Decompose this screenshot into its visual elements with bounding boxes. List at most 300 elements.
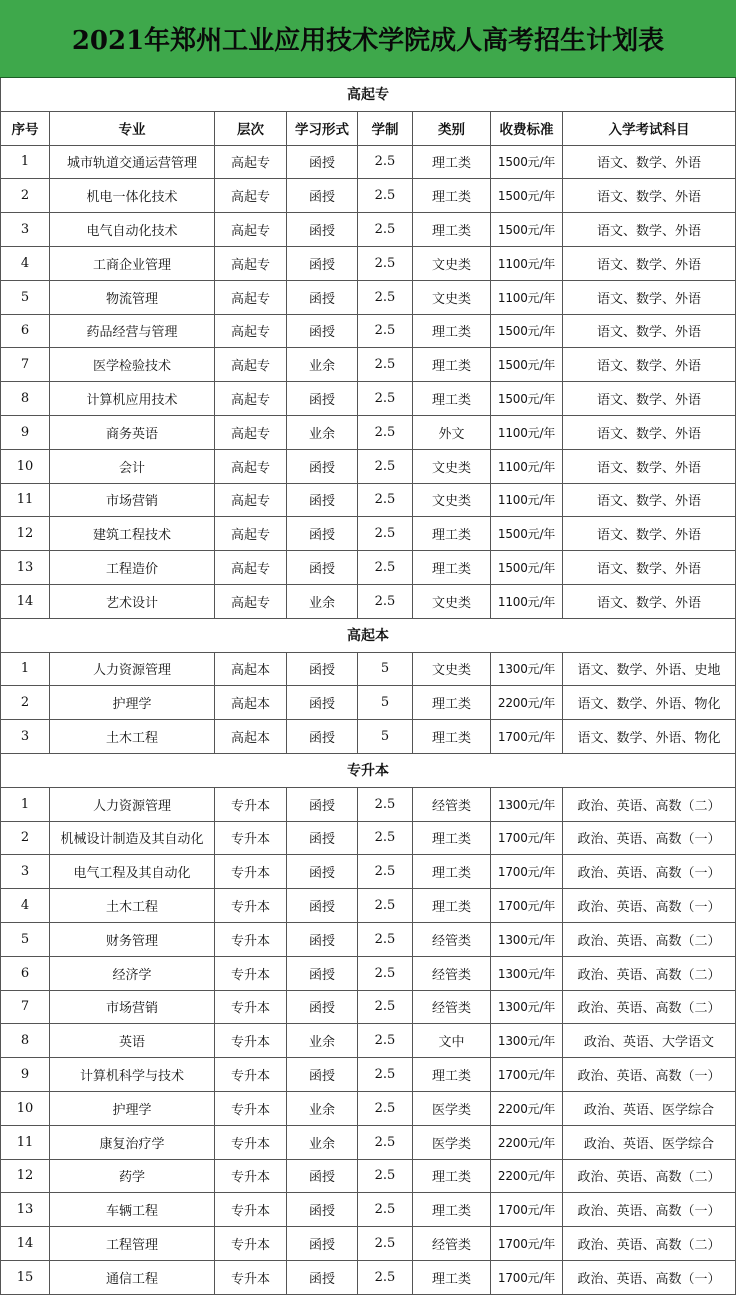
cell-category: 理工类 xyxy=(412,1160,490,1193)
cell-index: 4 xyxy=(0,889,49,922)
cell-exam-subjects: 语文、数学、外语 xyxy=(562,213,736,246)
cell-level: 专升本 xyxy=(214,1261,286,1294)
table-row xyxy=(0,923,736,957)
cell-level: 高起专 xyxy=(214,247,286,280)
cell-study-form: 函授 xyxy=(286,484,357,517)
cell-exam-subjects: 语文、数学、外语 xyxy=(562,179,736,212)
cell-major: 市场营销 xyxy=(49,484,214,517)
cell-index: 10 xyxy=(0,450,49,483)
cell-exam-subjects: 政治、英语、高数（一） xyxy=(562,1261,736,1294)
cell-fee: 1700元/年 xyxy=(490,1261,562,1294)
table-row xyxy=(0,686,736,720)
cell-fee: 1700元/年 xyxy=(490,1227,562,1260)
cell-category: 文史类 xyxy=(412,585,490,618)
cell-level: 高起专 xyxy=(214,146,286,179)
cell-fee: 1700元/年 xyxy=(490,822,562,855)
cell-exam-subjects: 政治、英语、高数（二） xyxy=(562,788,736,821)
section-title: 高起本 xyxy=(0,619,736,652)
section-header xyxy=(0,78,736,112)
cell-major: 市场营销 xyxy=(49,991,214,1024)
table-row xyxy=(0,1126,736,1160)
table-row xyxy=(0,416,736,450)
cell-study-form: 函授 xyxy=(286,686,357,719)
cell-category: 理工类 xyxy=(412,146,490,179)
cell-duration: 2.5 xyxy=(357,517,412,550)
cell-category: 理工类 xyxy=(412,720,490,753)
section-header xyxy=(0,619,736,653)
cell-duration: 2.5 xyxy=(357,788,412,821)
cell-duration: 2.5 xyxy=(357,822,412,855)
cell-exam-subjects: 语文、数学、外语 xyxy=(562,517,736,550)
cell-category: 文史类 xyxy=(412,484,490,517)
cell-level: 高起专 xyxy=(214,179,286,212)
cell-level: 专升本 xyxy=(214,889,286,922)
cell-index: 8 xyxy=(0,1024,49,1057)
column-header-study-form: 学习形式 xyxy=(286,112,357,145)
cell-category: 理工类 xyxy=(412,1058,490,1091)
cell-level: 高起本 xyxy=(214,720,286,753)
cell-exam-subjects: 语文、数学、外语、物化 xyxy=(562,686,736,719)
cell-category: 经管类 xyxy=(412,923,490,956)
cell-exam-subjects: 政治、英语、高数（一） xyxy=(562,1193,736,1226)
cell-category: 理工类 xyxy=(412,855,490,888)
section-title: 专升本 xyxy=(0,754,736,787)
table-row xyxy=(0,348,736,382)
cell-fee: 1700元/年 xyxy=(490,1058,562,1091)
column-header-level: 层次 xyxy=(214,112,286,145)
cell-exam-subjects: 政治、英语、高数（二） xyxy=(562,1160,736,1193)
cell-study-form: 函授 xyxy=(286,450,357,483)
cell-duration: 2.5 xyxy=(357,551,412,584)
cell-exam-subjects: 语文、数学、外语 xyxy=(562,585,736,618)
cell-study-form: 函授 xyxy=(286,382,357,415)
cell-major: 英语 xyxy=(49,1024,214,1057)
cell-fee: 1700元/年 xyxy=(490,1193,562,1226)
cell-exam-subjects: 语文、数学、外语 xyxy=(562,247,736,280)
cell-fee: 1300元/年 xyxy=(490,1024,562,1057)
cell-category: 文史类 xyxy=(412,281,490,314)
cell-exam-subjects: 政治、英语、高数（二） xyxy=(562,923,736,956)
cell-duration: 2.5 xyxy=(357,1261,412,1294)
cell-duration: 2.5 xyxy=(357,1193,412,1226)
cell-duration: 2.5 xyxy=(357,855,412,888)
cell-category: 经管类 xyxy=(412,991,490,1024)
table-row xyxy=(0,382,736,416)
cell-level: 高起专 xyxy=(214,382,286,415)
table-row xyxy=(0,1092,736,1126)
table-row xyxy=(0,179,736,213)
cell-category: 文史类 xyxy=(412,247,490,280)
column-header-category: 类别 xyxy=(412,112,490,145)
cell-major: 通信工程 xyxy=(49,1261,214,1294)
cell-index: 5 xyxy=(0,923,49,956)
cell-study-form: 函授 xyxy=(286,179,357,212)
cell-study-form: 业余 xyxy=(286,348,357,381)
cell-fee: 1500元/年 xyxy=(490,382,562,415)
cell-study-form: 函授 xyxy=(286,213,357,246)
table-row xyxy=(0,281,736,315)
cell-major: 护理学 xyxy=(49,1092,214,1125)
cell-level: 专升本 xyxy=(214,822,286,855)
cell-category: 理工类 xyxy=(412,1193,490,1226)
cell-major: 车辆工程 xyxy=(49,1193,214,1226)
cell-fee: 1300元/年 xyxy=(490,923,562,956)
cell-level: 专升本 xyxy=(214,1024,286,1057)
cell-level: 高起专 xyxy=(214,551,286,584)
table-row xyxy=(0,213,736,247)
cell-index: 5 xyxy=(0,281,49,314)
cell-fee: 1300元/年 xyxy=(490,991,562,1024)
cell-duration: 2.5 xyxy=(357,484,412,517)
cell-major: 计算机应用技术 xyxy=(49,382,214,415)
cell-exam-subjects: 语文、数学、外语 xyxy=(562,315,736,348)
page-title: 2021年郑州工业应用技术学院成人高考招生计划表 xyxy=(0,0,736,78)
cell-exam-subjects: 语文、数学、外语 xyxy=(562,551,736,584)
cell-exam-subjects: 政治、英语、医学综合 xyxy=(562,1092,736,1125)
cell-major: 药品经营与管理 xyxy=(49,315,214,348)
cell-study-form: 业余 xyxy=(286,1126,357,1159)
table-row xyxy=(0,720,736,754)
cell-study-form: 业余 xyxy=(286,1092,357,1125)
table-row xyxy=(0,653,736,687)
cell-duration: 5 xyxy=(357,686,412,719)
cell-major: 艺术设计 xyxy=(49,585,214,618)
cell-fee: 2200元/年 xyxy=(490,686,562,719)
cell-exam-subjects: 政治、英语、高数（一） xyxy=(562,1058,736,1091)
cell-category: 理工类 xyxy=(412,551,490,584)
table-row xyxy=(0,855,736,889)
cell-exam-subjects: 政治、英语、高数（二） xyxy=(562,1227,736,1260)
cell-exam-subjects: 政治、英语、高数（一） xyxy=(562,822,736,855)
table-row xyxy=(0,991,736,1025)
cell-index: 11 xyxy=(0,1126,49,1159)
cell-exam-subjects: 政治、英语、高数（一） xyxy=(562,889,736,922)
table-row xyxy=(0,484,736,518)
cell-major: 工商企业管理 xyxy=(49,247,214,280)
cell-duration: 2.5 xyxy=(357,889,412,922)
cell-major: 人力资源管理 xyxy=(49,788,214,821)
cell-major: 医学检验技术 xyxy=(49,348,214,381)
cell-category: 理工类 xyxy=(412,822,490,855)
cell-index: 1 xyxy=(0,146,49,179)
table-row xyxy=(0,450,736,484)
cell-level: 高起专 xyxy=(214,348,286,381)
cell-duration: 2.5 xyxy=(357,382,412,415)
cell-exam-subjects: 语文、数学、外语 xyxy=(562,450,736,483)
cell-category: 理工类 xyxy=(412,1261,490,1294)
table-row xyxy=(0,315,736,349)
cell-category: 经管类 xyxy=(412,957,490,990)
cell-level: 专升本 xyxy=(214,957,286,990)
cell-major: 康复治疗学 xyxy=(49,1126,214,1159)
cell-major: 物流管理 xyxy=(49,281,214,314)
cell-index: 10 xyxy=(0,1092,49,1125)
cell-index: 13 xyxy=(0,551,49,584)
cell-exam-subjects: 语文、数学、外语 xyxy=(562,281,736,314)
cell-major: 商务英语 xyxy=(49,416,214,449)
cell-study-form: 函授 xyxy=(286,923,357,956)
cell-fee: 1100元/年 xyxy=(490,247,562,280)
cell-index: 13 xyxy=(0,1193,49,1226)
cell-major: 建筑工程技术 xyxy=(49,517,214,550)
cell-level: 专升本 xyxy=(214,1193,286,1226)
cell-fee: 1500元/年 xyxy=(490,551,562,584)
cell-level: 高起专 xyxy=(214,281,286,314)
cell-study-form: 业余 xyxy=(286,416,357,449)
cell-study-form: 函授 xyxy=(286,146,357,179)
cell-duration: 2.5 xyxy=(357,991,412,1024)
cell-fee: 1500元/年 xyxy=(490,146,562,179)
cell-major: 人力资源管理 xyxy=(49,653,214,686)
cell-exam-subjects: 语文、数学、外语 xyxy=(562,382,736,415)
cell-duration: 2.5 xyxy=(357,348,412,381)
table-row xyxy=(0,247,736,281)
cell-fee: 1700元/年 xyxy=(490,720,562,753)
cell-fee: 1700元/年 xyxy=(490,889,562,922)
cell-major: 土木工程 xyxy=(49,720,214,753)
cell-study-form: 函授 xyxy=(286,957,357,990)
cell-exam-subjects: 语文、数学、外语、物化 xyxy=(562,720,736,753)
cell-index: 9 xyxy=(0,1058,49,1091)
cell-fee: 2200元/年 xyxy=(490,1126,562,1159)
cell-major: 工程管理 xyxy=(49,1227,214,1260)
cell-index: 6 xyxy=(0,315,49,348)
cell-exam-subjects: 语文、数学、外语、史地 xyxy=(562,653,736,686)
cell-level: 高起专 xyxy=(214,585,286,618)
cell-duration: 2.5 xyxy=(357,1227,412,1260)
cell-category: 理工类 xyxy=(412,348,490,381)
column-header-index: 序号 xyxy=(0,112,49,145)
cell-duration: 2.5 xyxy=(357,416,412,449)
cell-study-form: 函授 xyxy=(286,1058,357,1091)
cell-study-form: 函授 xyxy=(286,247,357,280)
table-header-row xyxy=(0,112,736,146)
cell-index: 3 xyxy=(0,720,49,753)
cell-fee: 1100元/年 xyxy=(490,281,562,314)
cell-exam-subjects: 语文、数学、外语 xyxy=(562,146,736,179)
cell-major: 会计 xyxy=(49,450,214,483)
cell-duration: 2.5 xyxy=(357,450,412,483)
cell-index: 2 xyxy=(0,179,49,212)
cell-exam-subjects: 政治、英语、高数（二） xyxy=(562,991,736,1024)
cell-duration: 2.5 xyxy=(357,1024,412,1057)
cell-level: 专升本 xyxy=(214,991,286,1024)
cell-index: 12 xyxy=(0,1160,49,1193)
cell-exam-subjects: 语文、数学、外语 xyxy=(562,484,736,517)
cell-major: 城市轨道交通运营管理 xyxy=(49,146,214,179)
cell-index: 12 xyxy=(0,517,49,550)
cell-major: 电气工程及其自动化 xyxy=(49,855,214,888)
cell-fee: 1300元/年 xyxy=(490,653,562,686)
cell-study-form: 函授 xyxy=(286,551,357,584)
cell-major: 护理学 xyxy=(49,686,214,719)
cell-study-form: 函授 xyxy=(286,1227,357,1260)
cell-exam-subjects: 语文、数学、外语 xyxy=(562,348,736,381)
cell-level: 专升本 xyxy=(214,1058,286,1091)
cell-category: 文史类 xyxy=(412,653,490,686)
cell-category: 文史类 xyxy=(412,450,490,483)
cell-level: 高起本 xyxy=(214,686,286,719)
cell-level: 高起专 xyxy=(214,416,286,449)
cell-duration: 5 xyxy=(357,720,412,753)
cell-study-form: 函授 xyxy=(286,855,357,888)
cell-fee: 2200元/年 xyxy=(490,1092,562,1125)
cell-level: 专升本 xyxy=(214,855,286,888)
cell-fee: 2200元/年 xyxy=(490,1160,562,1193)
cell-duration: 2.5 xyxy=(357,146,412,179)
cell-exam-subjects: 政治、英语、高数（一） xyxy=(562,855,736,888)
cell-fee: 1300元/年 xyxy=(490,957,562,990)
column-header-exam-subjects: 入学考试科目 xyxy=(562,112,736,145)
cell-study-form: 函授 xyxy=(286,1193,357,1226)
cell-level: 高起专 xyxy=(214,213,286,246)
cell-level: 专升本 xyxy=(214,1227,286,1260)
cell-duration: 2.5 xyxy=(357,1092,412,1125)
cell-index: 7 xyxy=(0,348,49,381)
table-row xyxy=(0,1160,736,1194)
cell-duration: 5 xyxy=(357,653,412,686)
cell-duration: 2.5 xyxy=(357,1058,412,1091)
cell-study-form: 函授 xyxy=(286,822,357,855)
cell-study-form: 函授 xyxy=(286,281,357,314)
cell-exam-subjects: 政治、英语、大学语文 xyxy=(562,1024,736,1057)
cell-fee: 1500元/年 xyxy=(490,517,562,550)
cell-fee: 1100元/年 xyxy=(490,585,562,618)
cell-fee: 1700元/年 xyxy=(490,855,562,888)
cell-category: 文中 xyxy=(412,1024,490,1057)
cell-index: 9 xyxy=(0,416,49,449)
table-row xyxy=(0,1024,736,1058)
cell-index: 14 xyxy=(0,585,49,618)
cell-index: 2 xyxy=(0,686,49,719)
cell-fee: 1300元/年 xyxy=(490,788,562,821)
cell-fee: 1500元/年 xyxy=(490,348,562,381)
cell-study-form: 函授 xyxy=(286,1261,357,1294)
cell-index: 6 xyxy=(0,957,49,990)
cell-exam-subjects: 语文、数学、外语 xyxy=(562,416,736,449)
cell-exam-subjects: 政治、英语、高数（二） xyxy=(562,957,736,990)
cell-study-form: 函授 xyxy=(286,1160,357,1193)
cell-category: 医学类 xyxy=(412,1092,490,1125)
cell-category: 理工类 xyxy=(412,382,490,415)
section-title: 高起专 xyxy=(0,78,736,111)
cell-study-form: 函授 xyxy=(286,653,357,686)
cell-level: 高起专 xyxy=(214,315,286,348)
cell-category: 理工类 xyxy=(412,179,490,212)
table-row xyxy=(0,1261,736,1295)
table-row xyxy=(0,889,736,923)
cell-duration: 2.5 xyxy=(357,213,412,246)
cell-level: 高起专 xyxy=(214,484,286,517)
column-header-fee: 收费标准 xyxy=(490,112,562,145)
cell-level: 专升本 xyxy=(214,788,286,821)
cell-study-form: 函授 xyxy=(286,788,357,821)
cell-study-form: 函授 xyxy=(286,315,357,348)
cell-index: 3 xyxy=(0,855,49,888)
table-row xyxy=(0,1058,736,1092)
cell-major: 土木工程 xyxy=(49,889,214,922)
cell-duration: 2.5 xyxy=(357,923,412,956)
cell-index: 1 xyxy=(0,788,49,821)
column-header-major: 专业 xyxy=(49,112,214,145)
cell-study-form: 函授 xyxy=(286,889,357,922)
table-row xyxy=(0,822,736,856)
cell-level: 高起专 xyxy=(214,450,286,483)
cell-fee: 1100元/年 xyxy=(490,450,562,483)
column-header-duration: 学制 xyxy=(357,112,412,145)
cell-category: 经管类 xyxy=(412,1227,490,1260)
cell-index: 14 xyxy=(0,1227,49,1260)
cell-fee: 1500元/年 xyxy=(490,315,562,348)
cell-duration: 2.5 xyxy=(357,957,412,990)
cell-duration: 2.5 xyxy=(357,1126,412,1159)
cell-index: 11 xyxy=(0,484,49,517)
cell-category: 理工类 xyxy=(412,517,490,550)
table-row xyxy=(0,517,736,551)
table-row xyxy=(0,788,736,822)
cell-level: 专升本 xyxy=(214,923,286,956)
cell-level: 高起本 xyxy=(214,653,286,686)
cell-category: 理工类 xyxy=(412,889,490,922)
cell-duration: 2.5 xyxy=(357,247,412,280)
cell-level: 专升本 xyxy=(214,1160,286,1193)
cell-major: 机电一体化技术 xyxy=(49,179,214,212)
cell-major: 药学 xyxy=(49,1160,214,1193)
cell-level: 高起专 xyxy=(214,517,286,550)
cell-index: 15 xyxy=(0,1261,49,1294)
cell-duration: 2.5 xyxy=(357,179,412,212)
cell-study-form: 函授 xyxy=(286,517,357,550)
cell-index: 1 xyxy=(0,653,49,686)
cell-index: 4 xyxy=(0,247,49,280)
enrollment-table xyxy=(0,78,736,1295)
cell-major: 计算机科学与技术 xyxy=(49,1058,214,1091)
cell-category: 医学类 xyxy=(412,1126,490,1159)
cell-fee: 1100元/年 xyxy=(490,484,562,517)
cell-fee: 1100元/年 xyxy=(490,416,562,449)
cell-index: 8 xyxy=(0,382,49,415)
table-row xyxy=(0,1193,736,1227)
cell-major: 经济学 xyxy=(49,957,214,990)
cell-index: 2 xyxy=(0,822,49,855)
table-row xyxy=(0,146,736,180)
cell-major: 财务管理 xyxy=(49,923,214,956)
cell-category: 理工类 xyxy=(412,213,490,246)
cell-major: 电气自动化技术 xyxy=(49,213,214,246)
cell-category: 理工类 xyxy=(412,686,490,719)
cell-index: 3 xyxy=(0,213,49,246)
table-row xyxy=(0,551,736,585)
table-row xyxy=(0,585,736,619)
cell-study-form: 业余 xyxy=(286,1024,357,1057)
cell-index: 7 xyxy=(0,991,49,1024)
cell-duration: 2.5 xyxy=(357,315,412,348)
cell-exam-subjects: 政治、英语、医学综合 xyxy=(562,1126,736,1159)
cell-major: 工程造价 xyxy=(49,551,214,584)
cell-category: 外文 xyxy=(412,416,490,449)
cell-category: 理工类 xyxy=(412,315,490,348)
table-row xyxy=(0,1227,736,1261)
cell-category: 经管类 xyxy=(412,788,490,821)
cell-duration: 2.5 xyxy=(357,585,412,618)
cell-major: 机械设计制造及其自动化 xyxy=(49,822,214,855)
cell-level: 专升本 xyxy=(214,1092,286,1125)
cell-fee: 1500元/年 xyxy=(490,213,562,246)
cell-study-form: 函授 xyxy=(286,720,357,753)
cell-duration: 2.5 xyxy=(357,1160,412,1193)
cell-study-form: 函授 xyxy=(286,991,357,1024)
cell-fee: 1500元/年 xyxy=(490,179,562,212)
